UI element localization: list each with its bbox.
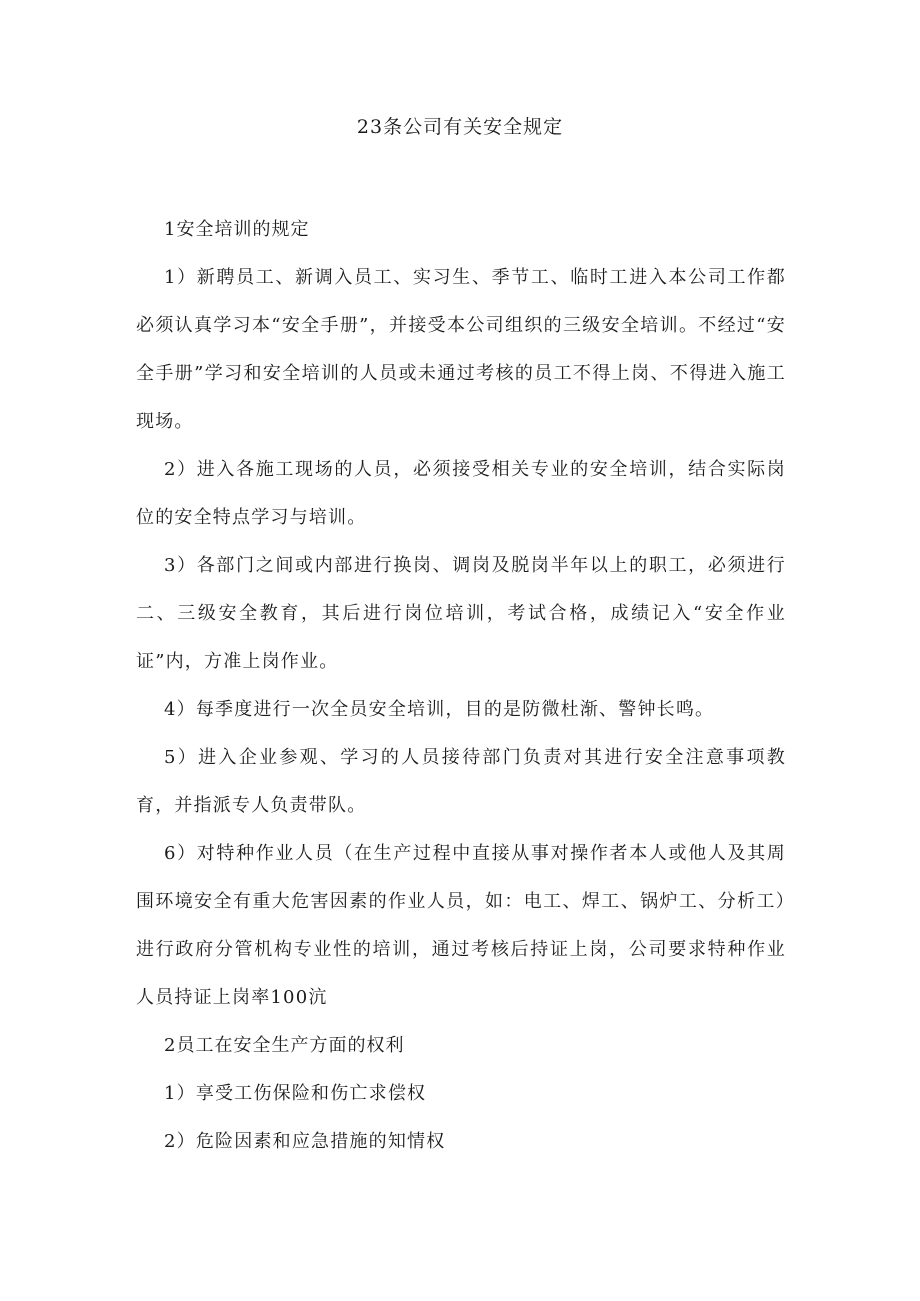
paragraph: 3）各部门之间或内部进行换岗、调岗及脱岗半年以上的职工，必须进行二、三级安全教育，其后进行岗位培训，考试合格，成绩记入“安全作业证”内，方准上岗作业。 xyxy=(136,555,786,672)
paragraph: 4）每季度进行一次全员安全培训，目的是防微杜渐、警钟长鸣。 xyxy=(164,699,715,720)
section-heading: 2员工在安全生产方面的权利 xyxy=(164,1035,405,1056)
document-title: 23条公司有关安全规定 xyxy=(356,116,564,138)
paragraph: 1）新聘员工、新调入员工、实习生、季节工、临时工进入本公司工作都必须认真学习本“安全手册”，并接受本公司组织的三级安全培训。不经过“安全手册”学习和安全培训的人员或未通过考核的员工不得上岗、不得进入施工现场。 xyxy=(136,267,786,432)
paragraph: 6）对特种作业人员（在生产过程中直接从事对操作者本人或他人及其周围环境安全有重大危害因素的作业人员，如：电工、焊工、锅炉工、分析工）进行政府分管机构专业性的培训，通过考核后持证上岗，公司要求特种作业人员持证上岗率100沆 xyxy=(136,843,786,1008)
paragraph: 1）享受工伤保险和伤亡求偿权 xyxy=(164,1083,427,1104)
paragraph: 2）进入各施工现场的人员，必须接受相关专业的安全培训，结合实际岗位的安全特点学习与培训。 xyxy=(136,459,786,528)
paragraph: 5）进入企业参观、学习的人员接待部门负责对其进行安全注意事项教育，并指派专人负责带队。 xyxy=(136,747,786,816)
section-heading: 1安全培训的规定 xyxy=(164,219,310,240)
document-body xyxy=(136,206,786,1166)
paragraph: 2）危险因素和应急措施的知情权 xyxy=(164,1131,446,1152)
